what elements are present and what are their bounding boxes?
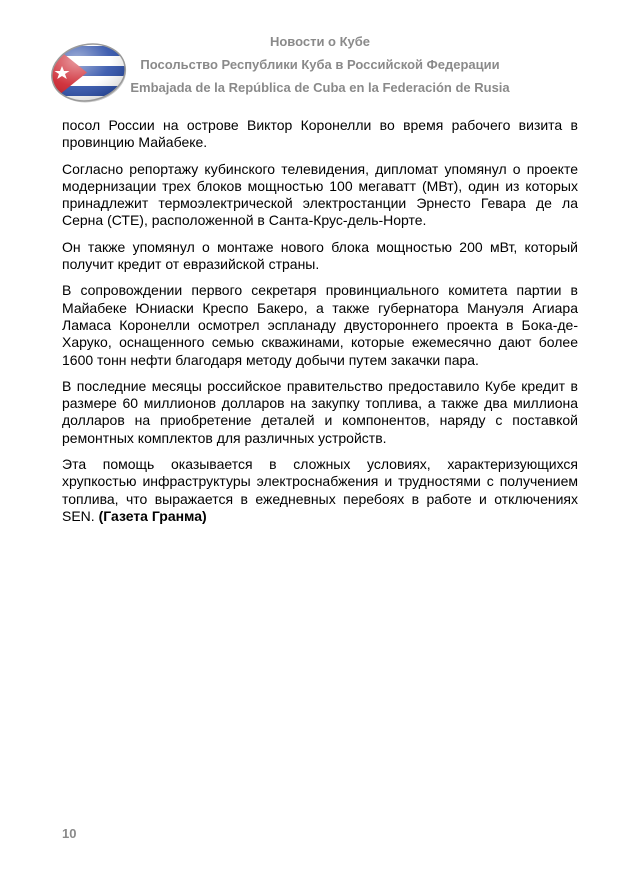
cuban-flag-oval-logo [49, 42, 128, 103]
article-source: (Газета Гранма) [98, 507, 207, 524]
paragraph-text: Эта помощь оказывается в сложных условиях, характеризующихся хрупкостью инфраструктуры электроснабжения и трудностями с получением топлива, что выражается в ежедневных перебоях в работе и отключениях SEN. [62, 456, 578, 524]
page-number: 10 [62, 826, 77, 841]
flag-icon [49, 42, 128, 103]
paragraph: Согласно репортажу кубинского телевидения, дипломат упомянул о проекте модернизации трех блоков мощностью 100 мегаватт (МВт), один из которых принадлежит термоэлектрической электростанции Эрнесто Гевара де ла Серна (СТЕ), расположенной в Санта-Крус-дель-Норте. [62, 160, 578, 229]
header-embassy-ru: Посольство Республики Куба в Российской Федерации [140, 57, 500, 72]
paragraph: В последние месяцы российское правительство предоставило Кубе кредит в размере 60 миллионов долларов на закупку топлива, а также два миллиона долларов на приобретение деталей и компонентов, наряду с поставкой ремонтных комплектов для различных устройств. [62, 377, 578, 446]
document-header [130, 30, 510, 99]
paragraph: Он также упомянул о монтаже нового блока мощностью 200 мВт, который получит кредит от евразийской страны. [62, 238, 578, 273]
paragraph: посол России на острове Виктор Коронелли во время рабочего визита в провинцию Майабеке. [62, 117, 578, 151]
article-body [62, 117, 578, 534]
header-title: Новости о Кубе [269, 34, 371, 49]
paragraph: В сопровождении первого секретаря провинциального комитета партии в Майабеке Юниаски Креспо Бакеро, а также губернатора Мануэля Агиара Ламаса Коронелли осмотрел эспланаду двустороннего проекта в Бока-де-Харуко, оснащенного семью скважинами, которые ежемесячно дают более 1600 тонн нефти благодаря методу добычи путем закачки пара. [62, 282, 578, 368]
header-embassy-es: Embajada de la República de Cuba en la Federación de Rusia [130, 80, 510, 95]
paragraph-last [62, 456, 578, 525]
